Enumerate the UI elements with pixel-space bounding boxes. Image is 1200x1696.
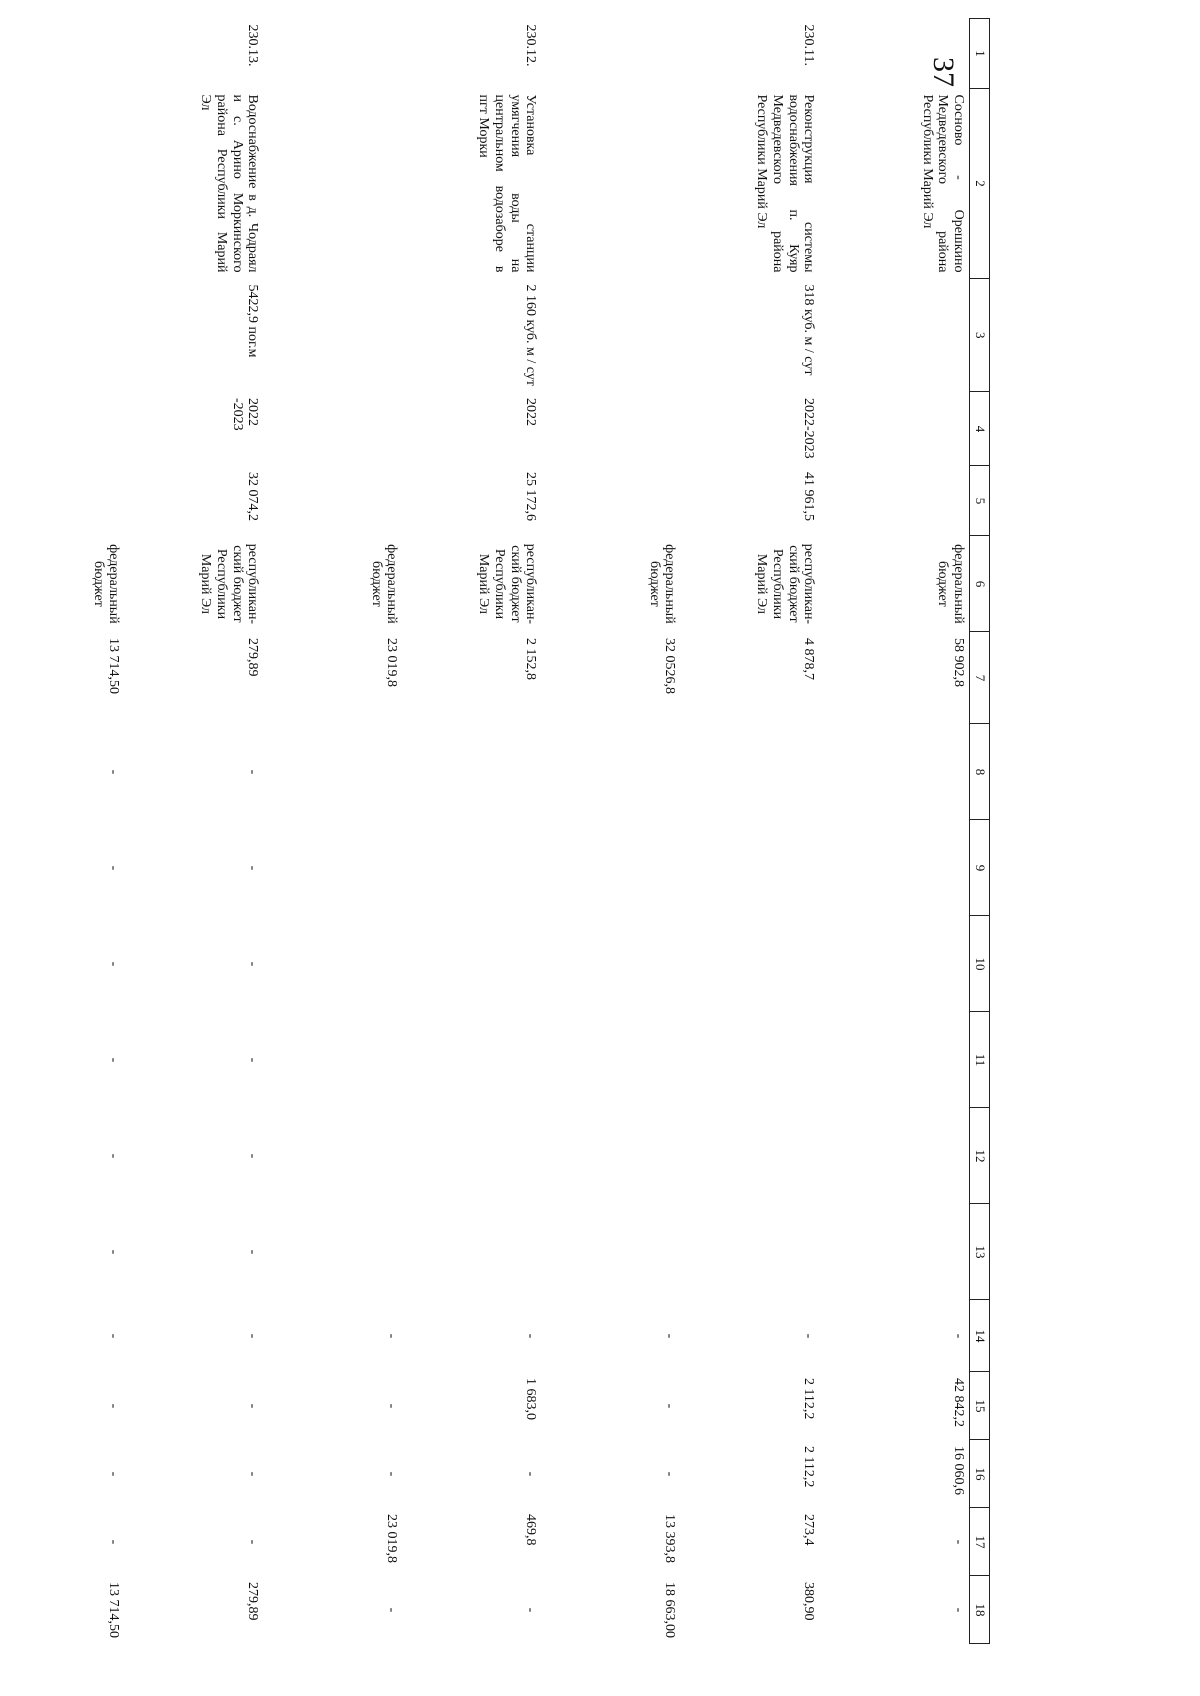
column-header: 9 <box>970 820 990 916</box>
table-cell-col-8: - <box>245 769 261 775</box>
column-header: 16 <box>970 1440 990 1508</box>
table-row <box>125 19 264 1644</box>
table-cell-col-6: федеральный бюджет <box>90 544 122 624</box>
table-cell-col-10 <box>820 916 970 1012</box>
table-cell-col-16: - <box>245 1471 261 1477</box>
table-cell-col-11: - <box>245 1057 261 1063</box>
table-cell-col-7: 32 0526,8 <box>662 637 678 694</box>
table-cell-col-5 <box>542 466 681 536</box>
table-cell-col-11 <box>403 1012 542 1108</box>
table-cell-col-12: - <box>245 1153 261 1159</box>
table-cell-col-4: 2022 -2023 <box>229 397 261 431</box>
column-header: 13 <box>970 1204 990 1300</box>
table-cell-col-1: 230.12. <box>523 24 539 67</box>
table-cell-col-1: 230.13. <box>245 24 261 67</box>
table-cell-col-3: 318 куб. м / сут <box>801 284 817 376</box>
table-row <box>681 19 820 1644</box>
table-cell-col-3 <box>820 279 970 392</box>
table-cell-col-13 <box>264 1204 403 1300</box>
table-cell-col-18: 279,89 <box>245 1581 261 1621</box>
table-cell-col-1: 230.11. <box>801 24 817 66</box>
column-header: 11 <box>970 1012 990 1108</box>
table-cell-col-7: 4 878,7 <box>801 637 817 680</box>
table-cell-col-6: республикан-ский бюджет Республики Марий Эл <box>198 543 261 625</box>
table-cell-col-10 <box>681 916 820 1012</box>
table-cell-col-10: - <box>245 961 261 967</box>
table-cell-col-16: - <box>662 1471 678 1477</box>
table-cell-col-4 <box>542 392 681 466</box>
table-cell-col-18: 18 663,00 <box>662 1581 678 1638</box>
table-body <box>0 19 970 1644</box>
table-cell-col-5: 41 961,5 <box>801 471 817 521</box>
column-header: 6 <box>970 536 990 632</box>
table-cell-col-9 <box>403 820 542 916</box>
table-cell-col-8 <box>820 724 970 820</box>
table-cell-col-11 <box>264 1012 403 1108</box>
table-cell-col-13 <box>820 1204 970 1300</box>
table-cell-col-3 <box>264 279 403 392</box>
table-cell-col-5: 32 074,2 <box>245 471 261 521</box>
table-cell-col-3: 5422,9 пог.м <box>245 284 261 358</box>
table-cell-col-6: федеральный бюджет <box>368 544 400 624</box>
table-cell-col-6: республикан-ский бюджет Республики Марий Эл <box>754 543 817 625</box>
table-cell-col-14: - <box>245 1333 261 1339</box>
column-header: 3 <box>970 279 990 392</box>
table-cell-col-15: - <box>662 1403 678 1409</box>
table-cell-col-17: 13 393,8 <box>662 1513 678 1563</box>
table-cell-col-15: 42 842,2 <box>951 1377 966 1427</box>
table-cell-col-12 <box>264 1108 403 1204</box>
budget-table <box>0 18 990 1644</box>
table-cell-col-16: 2 112,2 <box>801 1445 817 1488</box>
table-cell-col-15: 1 683,0 <box>523 1377 539 1420</box>
table-cell-col-13: - <box>106 1249 122 1255</box>
table-cell-col-5 <box>820 466 970 536</box>
table-cell-col-12 <box>403 1108 542 1204</box>
table-cell-col-13: - <box>245 1249 261 1255</box>
table-row <box>820 19 970 1644</box>
table-cell-col-2 <box>0 89 125 279</box>
table-cell-col-7: 279,89 <box>245 637 261 677</box>
table-cell-col-16: - <box>523 1471 539 1477</box>
table-cell-col-1 <box>264 19 403 89</box>
table-cell-col-14: - <box>523 1333 539 1339</box>
table-cell-col-18: - <box>523 1607 539 1613</box>
table-row <box>0 19 125 1644</box>
table-row <box>403 19 542 1644</box>
column-header: 17 <box>970 1508 990 1576</box>
table-cell-col-18: - <box>384 1607 400 1613</box>
page-number: 37 <box>927 57 960 87</box>
table-cell-col-4: 2022 <box>523 397 539 426</box>
table-cell-col-5: 25 172,6 <box>523 471 539 521</box>
column-header: 18 <box>970 1576 990 1644</box>
table-cell-col-17: - <box>245 1539 261 1545</box>
table-cell-col-11 <box>681 1012 820 1108</box>
table-cell-col-8 <box>264 724 403 820</box>
table-cell-col-9 <box>542 820 681 916</box>
table-cell-col-6: федеральный бюджет <box>935 544 966 624</box>
table-cell-col-2 <box>542 89 681 279</box>
table-cell-col-6: республикан-ский бюджет Республики Марий Эл <box>476 543 539 625</box>
column-header: 14 <box>970 1300 990 1372</box>
table-cell-col-3 <box>0 279 125 392</box>
table-cell-col-2: Водоснабжение в д. Чодраял и с. Арино Моркинского района Республики Марий Эл <box>198 94 261 273</box>
table-cell-col-4: 2022-2023 <box>801 397 817 459</box>
table-cell-col-4 <box>820 392 970 466</box>
table-cell-col-18: 380,90 <box>801 1581 817 1621</box>
table-cell-col-5 <box>0 466 125 536</box>
table-cell-col-10 <box>542 916 681 1012</box>
table-cell-col-3: 2 160 куб. м / сут <box>523 284 539 386</box>
column-header: 1 <box>970 19 990 89</box>
table-cell-col-13 <box>681 1204 820 1300</box>
table-cell-col-14: - <box>384 1333 400 1339</box>
column-header: 5 <box>970 466 990 536</box>
table-cell-col-13 <box>542 1204 681 1300</box>
table-cell-col-7: 2 152,8 <box>523 637 539 680</box>
table-cell-col-2: Реконструкция системы водоснабжения п. Куяр Медведевского района Республики Марий Эл <box>754 94 817 273</box>
table-cell-col-12 <box>820 1108 970 1204</box>
table-cell-col-16: - <box>384 1471 400 1477</box>
table-cell-col-8 <box>403 724 542 820</box>
table-cell-col-6: федеральный бюджет <box>646 544 678 624</box>
table-cell-col-1 <box>542 19 681 89</box>
column-header: 4 <box>970 392 990 466</box>
table-cell-col-12 <box>681 1108 820 1204</box>
table-cell-col-8 <box>542 724 681 820</box>
table-cell-col-9: - <box>245 865 261 871</box>
table-cell-col-14: - <box>951 1333 966 1339</box>
table-cell-col-5 <box>264 466 403 536</box>
table-cell-col-9: - <box>106 865 122 871</box>
table-cell-col-2: Сосново - Орешкино Медведевского района Республики Марий Эл <box>919 94 966 273</box>
table-cell-col-8 <box>681 724 820 820</box>
table-cell-col-4 <box>264 392 403 466</box>
table-cell-col-17: 23 019,8 <box>384 1513 400 1563</box>
table-cell-col-15: 2 112,2 <box>801 1377 817 1420</box>
column-header: 8 <box>970 724 990 820</box>
table-cell-col-1 <box>0 19 125 89</box>
column-header: 15 <box>970 1372 990 1440</box>
table-cell-col-10 <box>264 916 403 1012</box>
table-cell-col-18: - <box>951 1607 966 1613</box>
table-row <box>542 19 681 1644</box>
table-cell-col-17: - <box>106 1539 122 1545</box>
table-cell-col-12 <box>542 1108 681 1204</box>
table-cell-col-10: - <box>106 961 122 967</box>
table-cell-col-15: - <box>384 1403 400 1409</box>
table-cell-col-7: 13 714,50 <box>106 637 122 694</box>
table-cell-col-4 <box>0 392 125 466</box>
table-cell-col-17: - <box>951 1539 966 1545</box>
column-header: 10 <box>970 916 990 1012</box>
table-cell-col-14: - <box>801 1333 817 1339</box>
table-cell-col-12: - <box>106 1153 122 1159</box>
table-cell-col-16: 16 060,6 <box>951 1445 966 1495</box>
column-header: 12 <box>970 1108 990 1204</box>
table-cell-col-15: - <box>245 1403 261 1409</box>
table-cell-col-11: - <box>106 1057 122 1063</box>
table-cell-col-9 <box>681 820 820 916</box>
table-row <box>264 19 403 1644</box>
table-cell-col-16: - <box>106 1471 122 1477</box>
table-cell-col-10 <box>403 916 542 1012</box>
table-cell-col-2: Установка станции умягчения воды на центральном водозаборе в пгт Морки <box>476 94 539 273</box>
table-cell-col-2 <box>264 89 403 279</box>
table-cell-col-8: - <box>106 769 122 775</box>
table-cell-col-14: - <box>662 1333 678 1339</box>
table-cell-col-11 <box>542 1012 681 1108</box>
table-cell-col-7: 23 019,8 <box>384 637 400 687</box>
table-cell-col-13 <box>403 1204 542 1300</box>
table-cell-col-14: - <box>106 1333 122 1339</box>
table-cell-col-1 <box>820 19 970 89</box>
table-cell-col-17: 469,8 <box>523 1513 539 1546</box>
header-row <box>970 19 990 1644</box>
table-cell-col-3 <box>542 279 681 392</box>
table-cell-col-17: 273,4 <box>801 1513 817 1546</box>
column-header: 2 <box>970 89 990 279</box>
table-cell-col-9 <box>820 820 970 916</box>
column-header: 7 <box>970 632 990 724</box>
table-cell-col-7: 58 902,8 <box>951 637 966 687</box>
table-cell-col-11 <box>820 1012 970 1108</box>
table-cell-col-18: 13 714,50 <box>106 1581 122 1638</box>
table-cell-col-9 <box>264 820 403 916</box>
table-cell-col-15: - <box>106 1403 122 1409</box>
